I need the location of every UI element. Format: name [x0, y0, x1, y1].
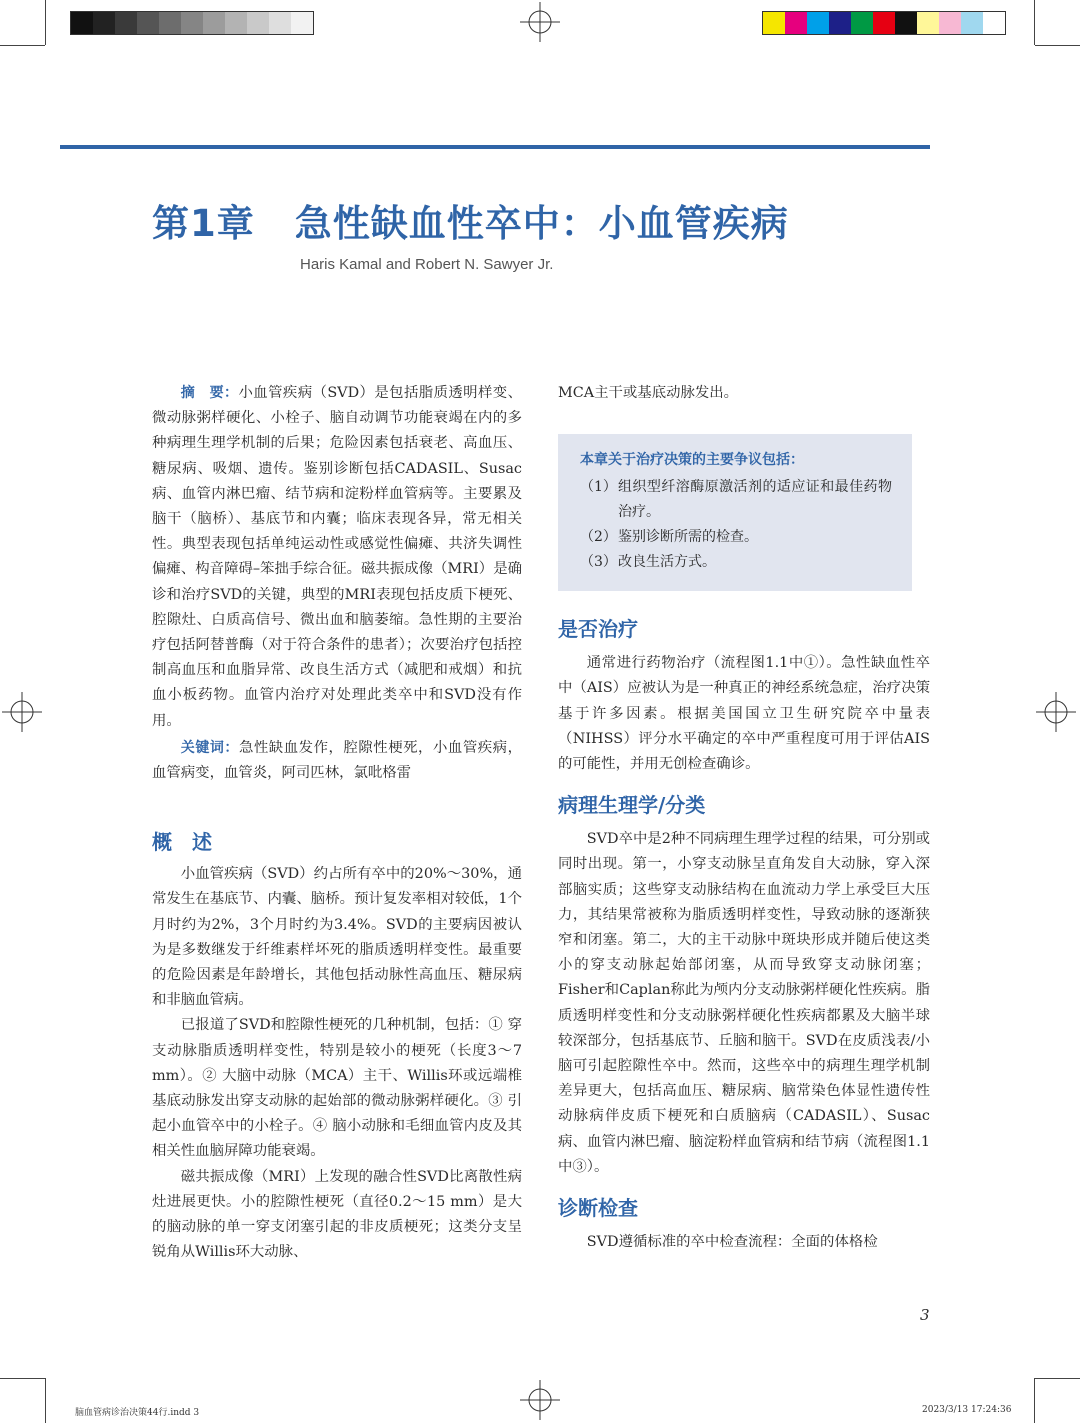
chapter-title-text: 急性缺血性卒中：小血管疾病 [294, 202, 789, 245]
abstract-text: 小血管疾病（SVD）是包括脂质透明样变、微动脉粥样硬化、小栓子、脑自动调节功能衰竭在内的多种病理生理学机制的后果；危险因素包括衰老、高血压、糖尿病、吸烟、遗传。鉴别诊断包括CADASIL、Susac病、血管内淋巴瘤、结节病和淀粉样血管病等。主要累及脑干（脑桥）、基底节和内囊；临床表现各异，常无相关性。典型表现包括单纯运动性或感觉性偏瘫、共济失调性偏瘫、构音障碍–笨拙手综合征。磁共振成像（MRI）是确诊和治疗SVD的关键，典型的MRI表现包括皮质下梗死、腔隙灶、白质高信号、微出血和脑萎缩。急性期的主要治疗包括阿替普酶（对于符合条件的患者）；次要治疗包括控制高血压和血脂异常、改良生活方式（减肥和戒烟）和抗血小板药物。血管内治疗对处理此类卒中和SVD没有作用。 [152, 385, 522, 729]
authors: Haris Kamal and Robert N. Sawyer Jr. [300, 256, 554, 273]
grayscale-swatch [159, 12, 181, 34]
overview-paragraph: 磁共振成像（MRI）上发现的融合性SVD比离散性病灶进展更快。小的腔隙性梗死（直径0.2～15 mm）是大的脑动脉的单一穿支闭塞引起的非皮质梗死；这类分支呈锐角从Willis环大动脉、 [152, 1168, 522, 1261]
grayscale-swatch [181, 12, 203, 34]
grayscale-swatch [291, 12, 313, 34]
right-column [558, 381, 930, 1255]
keywords-label: 关键词： [180, 739, 239, 756]
overview-paragraph: 小血管疾病（SVD）约占所有卒中的20%～30%，通常发生在基底节、内囊、脑桥。预计复发率相对较低，1个月时约为2%，3个月时约为3.4%。SVD的主要病因被认为是多数继发于纤维素样坏死的脂质透明样变性。最重要的危险因素是年龄增长，其他包括动脉性高血压、糖尿病和非脑血管病。 [152, 866, 522, 1009]
registration-mark-icon [520, 2, 560, 42]
box-item-number: （2） [580, 529, 617, 546]
grayscale-swatch [137, 12, 159, 34]
section-heading-diagnostics: 诊断检查 [558, 1196, 638, 1221]
keywords-paragraph [152, 736, 522, 786]
grayscale-swatch [71, 12, 93, 34]
grayscale-swatch [203, 12, 225, 34]
chapter-label: 第1章 [152, 202, 255, 245]
color-swatch [895, 12, 917, 34]
color-swatch [807, 12, 829, 34]
left-column [152, 381, 522, 1266]
grayscale-swatch [269, 12, 291, 34]
crop-mark [45, 0, 46, 45]
key-controversies-box [558, 434, 912, 591]
overview-paragraph: 已报道了SVD和腔隙性梗死的几种机制，包括：① 穿支动脉脂质透明样变性，特别是较小的梗死（长度3～7 mm）。② 大脑中动脉（MCA）主干、Willis环或远端椎基底动脉发出穿支动脉的起始部的微动脉粥样硬化。③ 引起小血管卒中的小栓子。④ 脑小动脉和毛细血管内皮及其相关性血脑屏障功能衰竭。 [152, 1017, 522, 1160]
crop-mark [1034, 1378, 1035, 1423]
print-slug-date: 2023/3/13 17:24:36 [922, 1405, 1012, 1415]
color-swatch [939, 12, 961, 34]
grayscale-swatch [247, 12, 269, 34]
continuation-text: MCA主干或基底动脉发出。 [558, 385, 739, 401]
color-calibration-bar [762, 11, 1006, 35]
color-swatch [917, 12, 939, 34]
crop-mark [0, 1378, 45, 1379]
grayscale-swatch [93, 12, 115, 34]
box-item [580, 525, 892, 550]
registration-mark-icon [2, 692, 42, 732]
crop-mark [0, 45, 45, 46]
color-swatch [983, 12, 1005, 34]
box-item [580, 550, 892, 575]
diagnostics-paragraph: SVD遵循标准的卒中检查流程：全面的体格检 [586, 1234, 878, 1251]
abstract-label: 摘 要： [180, 385, 239, 401]
grayscale-calibration-bar [70, 11, 314, 35]
box-title: 本章关于治疗决策的主要争议包括： [580, 452, 804, 469]
crop-mark [1035, 45, 1080, 46]
box-item-text: 鉴别诊断所需的检查。 [618, 529, 758, 546]
box-item-text: 组织型纤溶酶原激活剂的适应证和最佳药物治疗。 [618, 479, 892, 521]
pathophysiology-paragraph: SVD卒中是2种不同病理生理学过程的结果，可分别或同时出现。第一，小穿支动脉呈直角发自大动脉，穿入深部脑实质；这些穿支动脉结构在血流动力学上承受巨大压力，其结果常被称为脂质透明样变性，导致动脉的逐渐狭窄和闭塞。第二，大的主干动脉中斑块形成并随后使这类小的穿支动脉起始部闭塞，从而导致穿支动脉闭塞；Fisher和Caplan称此为颅内分支动脉粥样硬化性疾病。脂质透明样变性和分支动脉粥样硬化性疾病都累及大脑半球较深部分，包括基底节、丘脑和脑干。SVD在皮质浅表/小脑可引起腔隙性卒中。然而，这些卒中的病理生理学机制差异更大，包括高血压、糖尿病、脑常染色体显性遗传性动脉病伴皮质下梗死和白质脑病（CADASIL）、Susac病、血管内淋巴瘤、脑淀粉样血管病和结节病（流程图1.1中③）。 [558, 831, 930, 1175]
box-item [580, 475, 892, 525]
color-swatch [873, 12, 895, 34]
chapter-title [152, 193, 789, 247]
abstract-paragraph [152, 381, 522, 734]
grayscale-swatch [225, 12, 247, 34]
grayscale-swatch [115, 12, 137, 34]
page-number: 3 [920, 1306, 930, 1324]
registration-mark-icon [1036, 692, 1076, 732]
section-heading-overview: 概 述 [152, 830, 212, 855]
box-item-number: （1） [580, 479, 617, 496]
print-slug-file: 脑血管病诊治决策44行.indd 3 [75, 1408, 200, 1418]
registration-mark-icon [520, 1380, 560, 1420]
crop-mark [45, 1378, 46, 1423]
color-swatch [785, 12, 807, 34]
crop-mark [1034, 0, 1035, 45]
section-heading-treatment: 是否治疗 [558, 617, 638, 642]
box-item-number: （3） [580, 554, 617, 571]
color-swatch [851, 12, 873, 34]
treatment-paragraph: 通常进行药物治疗（流程图1.1中①）。急性缺血性卒中（AIS）应被认为是一种真正的神经系统急症，治疗决策基于许多因素。根据美国国立卫生研究院卒中量表（NIHSS）评分水平确定的卒中严重程度可用于评估AIS的可能性，并用无创检查确诊。 [558, 655, 930, 773]
keywords-text: 急性缺血发作，腔隙性梗死，小血管疾病，血管病变，血管炎，阿司匹林，氯吡格雷 [152, 739, 522, 782]
crop-mark [1035, 1378, 1080, 1379]
color-swatch [829, 12, 851, 34]
color-swatch [961, 12, 983, 34]
header-rule [60, 145, 930, 149]
section-heading-pathophysiology: 病理生理学/分类 [558, 793, 706, 818]
box-item-text: 改良生活方式。 [618, 554, 716, 571]
color-swatch [763, 12, 785, 34]
